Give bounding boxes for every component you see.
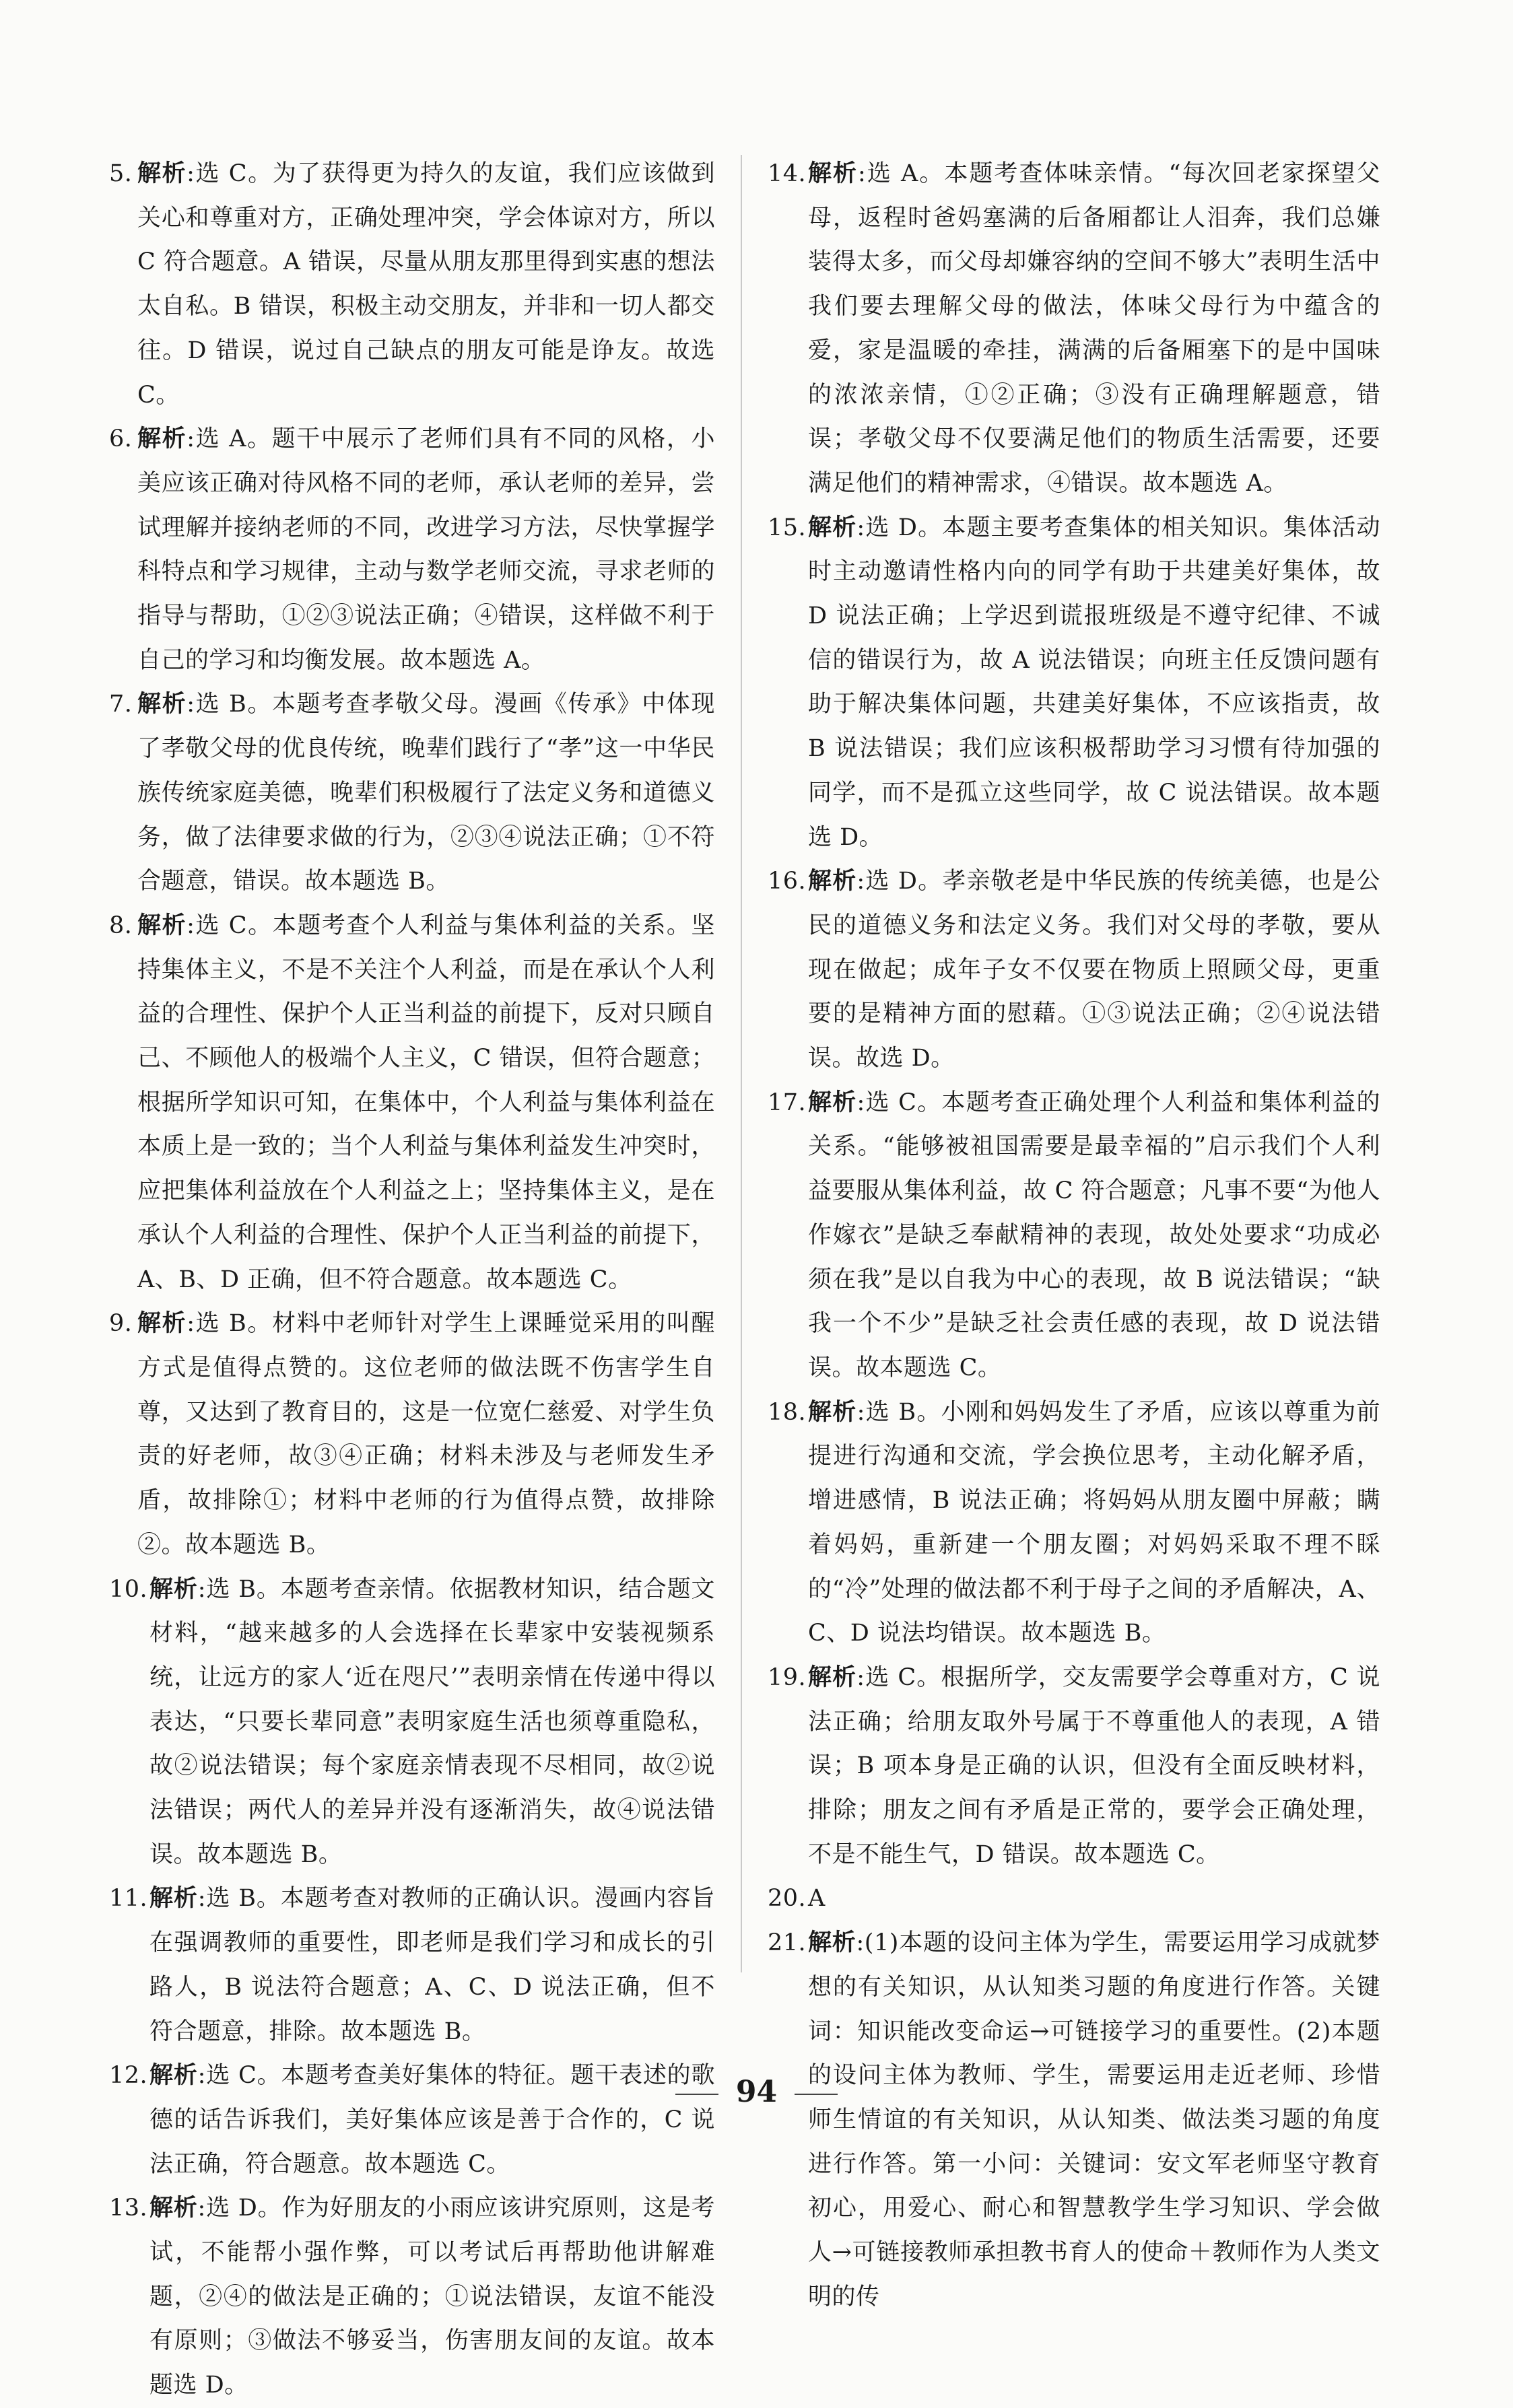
answer-text: :选 C。本题考查美好集体的特征。题干表述的歌德的话告诉我们，美好集体应该是善于合作的，C 说法正确，符合题意。故本题选 C。 <box>149 2062 715 2178</box>
item-number: 7. <box>109 691 133 718</box>
analysis-label: 解析 <box>808 160 859 187</box>
item-number: 12. <box>109 2062 148 2090</box>
answer-text: :选 A。本题考查体味亲情。“每次回老家探望父母，返程时爸妈塞满的后备厢都让人泪奔，我们总嫌装得太多，而父母却嫌容纳的空间不够大”表明生活中我们要去理解父母的做法，体味父母行为中蕴含的爱，家是温暖的牵挂，满满的后备厢塞下的是中国味的浓浓亲情，①②正确；③没有正确理解题意，错误；孝敬父母不仅要满足他们的物质生活需要，还要满足他们的精神需求，④错误。故本题选 A。 <box>808 160 1380 497</box>
answer-text: :选 B。小刚和妈妈发生了矛盾，应该以尊重为前提进行沟通和交流，学会换位思考，主动化解矛盾，增进感情，B 说法正确；将妈妈从朋友圈中屏蔽；瞒着妈妈，重新建一个朋友圈；对妈妈采取不理不睬的“冷”处理的做法都不利于母子之间的矛盾解决，A、C、D 说法均错误。故本题选 B。 <box>808 1398 1380 1647</box>
page-number: 94 <box>735 2075 778 2109</box>
answer-text: A <box>808 1885 826 1913</box>
answer-item-11 <box>109 1877 715 2054</box>
answer-item-5 <box>109 152 715 417</box>
answer-text: :选 C。为了获得更为持久的友谊，我们应该做到关心和尊重对方，正确处理冲突，学会体谅对方，所以 C 符合题意。A 错误，尽量从朋友那里得到实惠的想法太自私。B 错误，积极主动交朋友，并非和一切人都交往。D 错误，说过自己缺点的朋友可能是诤友。故选 C。 <box>137 160 715 409</box>
answer-text: :选 C。本题考查个人利益与集体利益的关系。坚持集体主义，不是不关注个人利益，而是在承认个人利益的合理性、保护个人正当利益的前提下，反对只顾自己、不顾他人的极端个人主义，C 错误，但符合题意；根据所学知识可知，在集体中，个人利益与集体利益在本质上是一致的；当个人利益与集体利益发生冲突时，应把集体利益放在个人利益之上；坚持集体主义，是在承认个人利益的合理性、保护个人正当利益的前提下，A、B、D 正确，但不符合题意。故本题选 C。 <box>137 911 715 1293</box>
analysis-label: 解析 <box>149 2195 198 2222</box>
answer-item-10 <box>109 1568 715 1878</box>
answer-text: :(1)本题的设问主体为学生，需要运用学习成就梦想的有关知识，从认知类习题的角度进行作答。关键词：知识能改变命运→可链接学习的重要性。(2)本题的设问主体为教师、学生，需要运用走近老师、珍惜师生情谊的有关知识，从认知类、做法类习题的角度进行作答。第一小问：关键词：安文军老师坚守教育初心，用爱心、耐心和智慧教学生学习知识、学会做人→可链接教师承担教书育人的使命＋教师作为人类文明的传 <box>808 1929 1380 2310</box>
answer-item-17 <box>768 1081 1380 1391</box>
answer-text: :选 B。本题考查孝敬父母。漫画《传承》中体现了孝敬父母的优良传统，晚辈们践行了“孝”这一中华民族传统家庭美德，晚辈们积极履行了法定义务和道德义务，做了法律要求做的行为，②③④说法正确；①不符合题意，错误。故本题选 B。 <box>137 691 715 895</box>
answer-text: :选 B。材料中老师针对学生上课睡觉采用的叫醒方式是值得点赞的。这位老师的做法既不伤害学生自尊，又达到了教育目的，这是一位宽仁慈爱、对学生负责的好老师，故③④正确；材料未涉及与老师发生矛盾，故排除①；材料中老师的行为值得点赞，故排除②。故本题选 B。 <box>137 1310 715 1558</box>
answer-item-21 <box>768 1921 1380 2319</box>
analysis-label: 解析 <box>137 911 187 939</box>
answer-item-16 <box>768 860 1380 1081</box>
answer-item-8 <box>109 904 715 1302</box>
analysis-label: 解析 <box>137 425 187 453</box>
answer-item-7 <box>109 683 715 904</box>
item-number: 19. <box>768 1663 807 1691</box>
footer-dash-right <box>795 2094 838 2095</box>
answer-text: :选 D。孝亲敬老是中华民族的传统美德，也是公民的道德义务和法定义务。我们对父母的孝敬，要从现在做起；成年子女不仅要在物质上照顾父母，更重要的是精神方面的慰藉。①③说法正确；②④说法错误。故选 D。 <box>808 868 1380 1072</box>
answer-text: :选 B。本题考查亲情。依据教材知识，结合题文材料，“越来越多的人会选择在长辈家中安装视频系统，让远方的家人‘近在咫尺’”表明亲情在传递中得以表达，“只要长辈同意”表明家庭生活也须尊重隐私，故②说法错误；每个家庭亲情表现不尽相同，故②说法错误；两代人的差异并没有逐渐消失，故④说法错误。故本题选 B。 <box>149 1575 715 1868</box>
analysis-label: 解析 <box>808 868 857 895</box>
analysis-label: 解析 <box>137 1310 187 1338</box>
item-number: 21. <box>768 1929 807 1957</box>
answer-item-15 <box>768 506 1380 860</box>
item-number: 11. <box>109 1885 148 1913</box>
analysis-label: 解析 <box>808 1398 857 1426</box>
analysis-label: 解析 <box>808 1929 856 1957</box>
right-column <box>768 152 1380 2319</box>
item-number: 16. <box>768 868 807 895</box>
answer-item-14 <box>768 152 1380 506</box>
analysis-label: 解析 <box>149 1885 198 1913</box>
answer-item-12 <box>109 2054 715 2187</box>
footer-dash-left <box>675 2094 718 2095</box>
item-number: 14. <box>768 160 807 187</box>
answer-item-19 <box>768 1656 1380 1878</box>
left-column <box>109 152 715 2408</box>
item-number: 10. <box>109 1575 148 1603</box>
answer-item-13 <box>109 2187 715 2408</box>
answer-item-18 <box>768 1391 1380 1656</box>
answer-text: :选 D。作为好朋友的小雨应该讲究原则，这是考试，不能帮小强作弊，可以考试后再帮助他讲解难题，②④的做法是正确的；①说法错误，友谊不能没有原则；③做法不够妥当，伤害朋友间的友谊。故本题选 D。 <box>149 2195 715 2399</box>
answer-item-9 <box>109 1302 715 1567</box>
item-number: 20. <box>768 1885 807 1913</box>
page-footer <box>0 2075 1513 2109</box>
answer-text: :选 D。本题主要考查集体的相关知识。集体活动时主动邀请性格内向的同学有助于共建美好集体，故 D 说法正确；上学迟到谎报班级是不遵守纪律、不诚信的错误行为，故 A 说法错误；向班主任反馈问题有助于解决集体问题，共建美好集体，不应该指责，故 B 说法错误；我们应该积极帮助学习习惯有待加强的同学，而不是孤立这些同学，故 C 说法错误。故本题选 D。 <box>808 514 1380 851</box>
answer-text: :选 B。本题考查对教师的正确认识。漫画内容旨在强调教师的重要性，即老师是我们学习和成长的引路人，B 说法符合题意；A、C、D 说法正确，但不符合题意，排除。故本题选 B。 <box>149 1885 715 2045</box>
analysis-label: 解析 <box>808 1663 857 1691</box>
item-number: 18. <box>768 1398 807 1426</box>
answer-text: :选 A。题干中展示了老师们具有不同的风格，小美应该正确对待风格不同的老师，承认老师的差异，尝试理解并接纳老师的不同，改进学习方法，尽快掌握学科特点和学习规律，主动与数学老师交流，寻求老师的指导与帮助，①②③说法正确；④错误，这样做不利于自己的学习和均衡发展。故本题选 A。 <box>137 425 715 674</box>
analysis-label: 解析 <box>149 2062 198 2090</box>
item-number: 9. <box>109 1310 133 1338</box>
answer-item-20 <box>768 1877 1380 1921</box>
answer-item-6 <box>109 417 715 683</box>
answer-text: :选 C。本题考查正确处理个人利益和集体利益的关系。“能够被祖国需要是最幸福的”启示我们个人利益要服从集体利益，故 C 符合题意；凡事不要“为他人作嫁衣”是缺乏奉献精神的表现，故处处要求“功成必须在我”是以自我为中心的表现，故 B 说法错误；“缺我一个不少”是缺乏社会责任感的表现，故 D 说法错误。故本题选 C。 <box>808 1089 1380 1381</box>
item-number: 17. <box>768 1089 807 1116</box>
analysis-label: 解析 <box>137 160 187 187</box>
analysis-label: 解析 <box>137 691 187 718</box>
answer-text: :选 C。根据所学，交友需要学会尊重对方，C 说法正确；给朋友取外号属于不尊重他人的表现，A 错误；B 项本身是正确的认识，但没有全面反映材料，排除；朋友之间有矛盾是正常的，要学会正确处理，不是不能生气，D 错误。故本题选 C。 <box>808 1663 1380 1868</box>
analysis-label: 解析 <box>808 514 857 541</box>
item-number: 13. <box>109 2195 148 2222</box>
item-number: 8. <box>109 911 133 939</box>
analysis-label: 解析 <box>808 1089 857 1116</box>
item-number: 5. <box>109 160 133 187</box>
item-number: 15. <box>768 514 807 541</box>
column-divider <box>741 155 742 1972</box>
analysis-label: 解析 <box>149 1575 198 1603</box>
item-number: 6. <box>109 425 133 453</box>
